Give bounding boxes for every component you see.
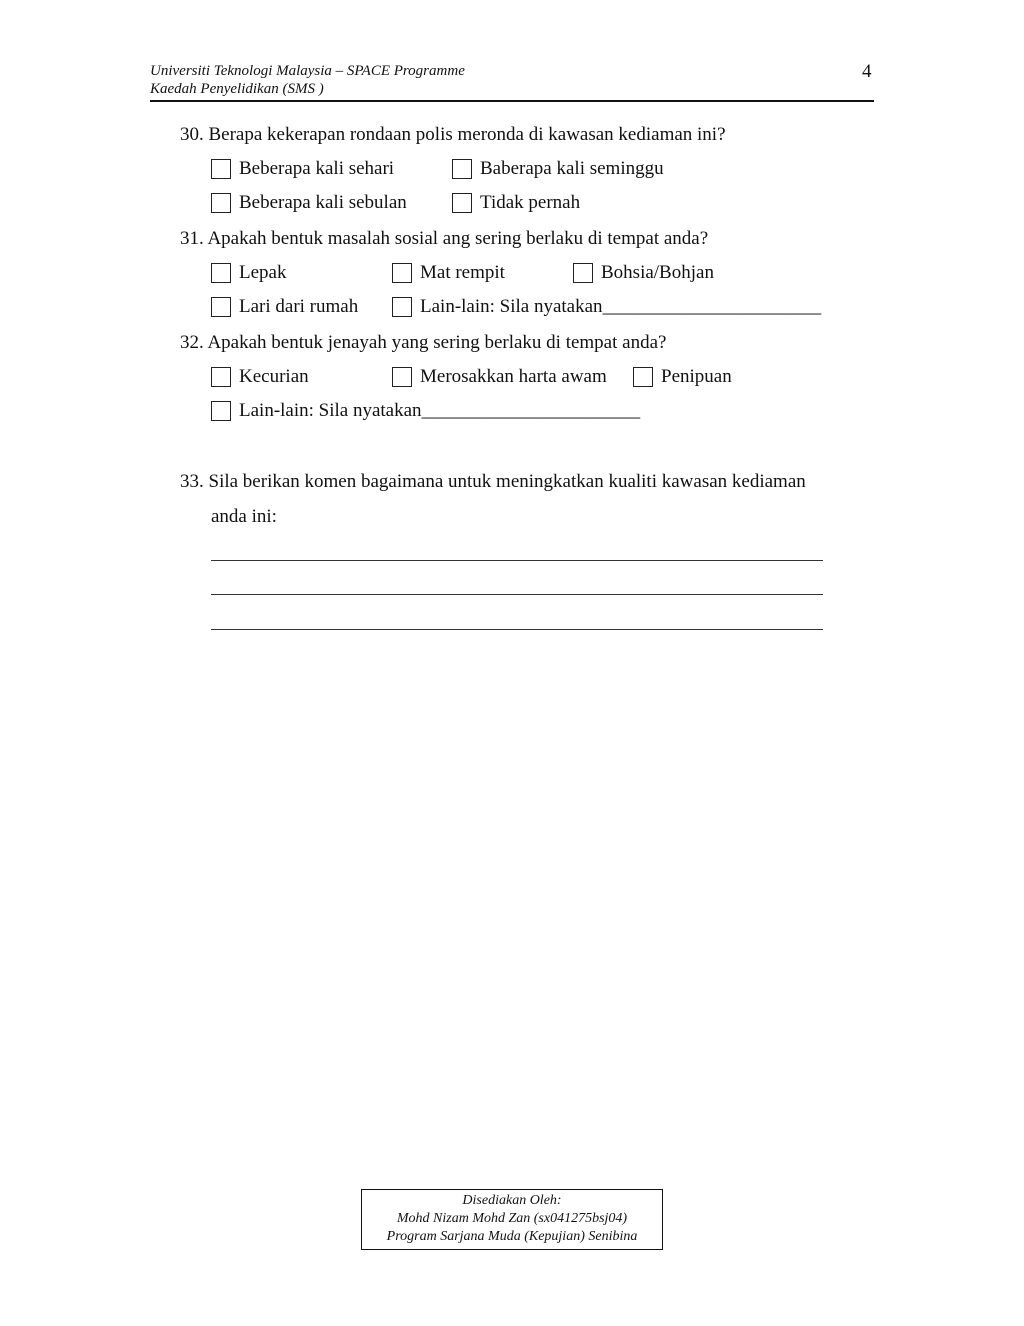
checkbox[interactable]: [211, 297, 231, 317]
option-label: Mat rempit: [420, 262, 505, 283]
checkbox[interactable]: [392, 367, 412, 387]
option-label: Tidak pernah: [480, 192, 581, 213]
checkbox[interactable]: [392, 263, 412, 283]
page-number: 4: [862, 61, 872, 82]
q30-option-4[interactable]: [452, 192, 580, 214]
answer-line-2[interactable]: [211, 594, 823, 595]
option-label: Kecurian: [239, 366, 309, 387]
q30-option-1[interactable]: [211, 158, 394, 180]
checkbox[interactable]: [452, 159, 472, 179]
option-label: Lepak: [239, 262, 287, 283]
checkbox[interactable]: [211, 367, 231, 387]
option-label: Bohsia/Bohjan: [601, 262, 714, 283]
q31-option-1[interactable]: [211, 262, 286, 284]
q32-option-2[interactable]: [392, 366, 607, 388]
q31-option-4[interactable]: [211, 296, 358, 318]
option-label: Merosakkan harta awam: [420, 366, 607, 387]
q31-option-3[interactable]: [573, 262, 714, 284]
q31-other-blank[interactable]: _______________________: [602, 296, 822, 317]
checkbox[interactable]: [211, 401, 231, 421]
answer-line-3[interactable]: [211, 629, 823, 630]
checkbox[interactable]: [211, 263, 231, 283]
q30-option-3[interactable]: [211, 192, 407, 214]
prepared-by-label: Disediakan Oleh:: [462, 1193, 562, 1208]
question-33: 33. Sila berikan komen bagaimana untuk meningkatkan kualiti kawasan kediaman: [180, 471, 806, 492]
checkbox[interactable]: [633, 367, 653, 387]
checkbox[interactable]: [392, 297, 412, 317]
checkbox[interactable]: [573, 263, 593, 283]
q32-option-1[interactable]: [211, 366, 309, 388]
program-name: Program Sarjana Muda (Kepujian) Senibina: [386, 1229, 638, 1244]
option-label: Beberapa kali sehari: [239, 158, 395, 179]
q32-other-blank[interactable]: _______________________: [421, 400, 641, 421]
document-header: [150, 62, 465, 98]
option-label: Baberapa kali seminggu: [480, 158, 664, 179]
prepared-by-box: [361, 1189, 663, 1250]
header-divider: [150, 100, 874, 102]
option-label: Penipuan: [661, 366, 732, 387]
question-31: 31. Apakah bentuk masalah sosial ang sering berlaku di tempat anda?: [180, 228, 709, 249]
author-name: Mohd Nizam Mohd Zan (sx041275bsj04): [396, 1211, 628, 1226]
option-label: Lari dari rumah: [239, 296, 359, 317]
question-30: 30. Berapa kekerapan rondaan polis meronda di kawasan kediaman ini?: [180, 124, 726, 145]
option-label: Beberapa kali sebulan: [239, 192, 407, 213]
header-course: Kaedah Penyelidikan (SMS ): [150, 81, 324, 97]
option-label: Lain-lain: Sila nyatakan: [239, 400, 422, 421]
question-32: 32. Apakah bentuk jenayah yang sering berlaku di tempat anda?: [180, 332, 667, 353]
checkbox[interactable]: [211, 159, 231, 179]
checkbox[interactable]: [452, 193, 472, 213]
q31-option-5[interactable]: [392, 296, 821, 318]
header-university: Universiti Teknologi Malaysia – SPACE Programme: [150, 63, 465, 79]
question-33-continued: anda ini:: [211, 506, 277, 527]
checkbox[interactable]: [211, 193, 231, 213]
answer-line-1[interactable]: [211, 560, 823, 561]
option-label: Lain-lain: Sila nyatakan: [420, 296, 603, 317]
q32-option-3[interactable]: [633, 366, 732, 388]
q32-option-4[interactable]: [211, 400, 640, 422]
q30-option-2[interactable]: [452, 158, 664, 180]
q31-option-2[interactable]: [392, 262, 505, 284]
